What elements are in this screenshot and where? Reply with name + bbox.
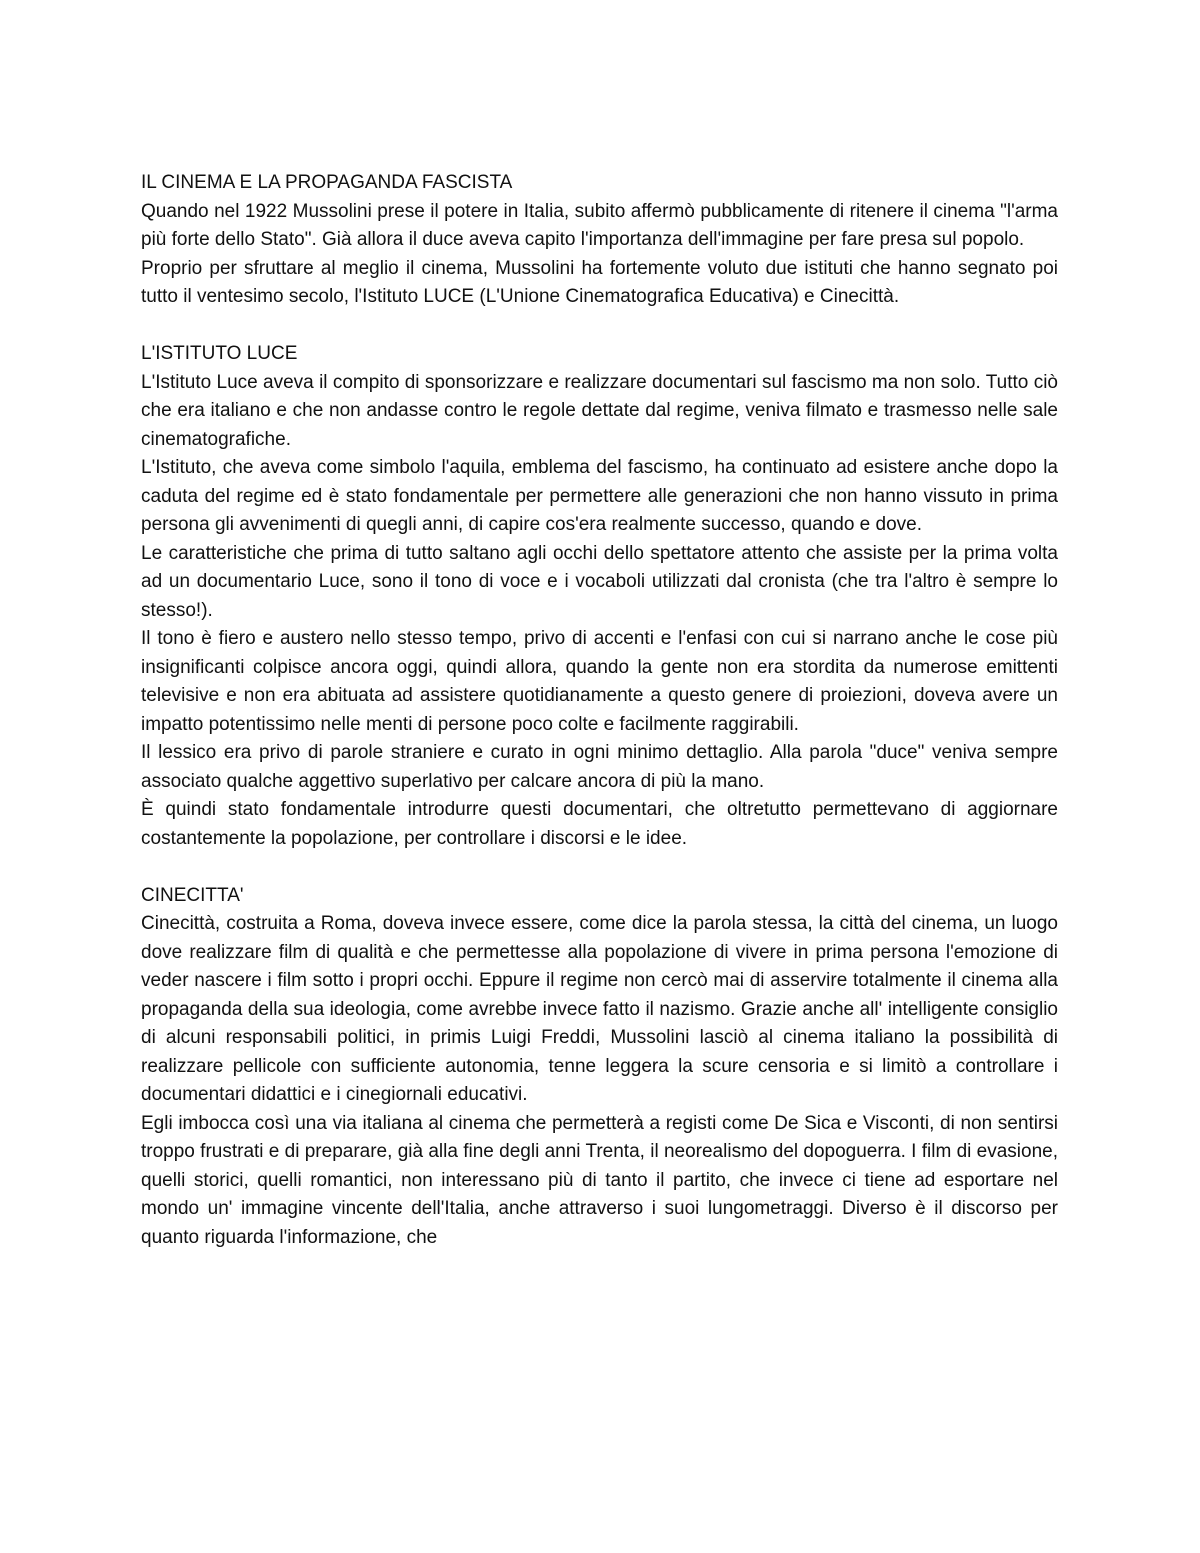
section-cinecitta xyxy=(141,882,1058,1253)
section-intro xyxy=(141,169,1058,312)
blank-line xyxy=(141,853,1058,882)
paragraph: È quindi stato fondamentale introdurre questi documentari, che oltretutto permettevano di aggiornare costantemente la popolazione, per controllare i discorsi e le idee. xyxy=(141,799,1058,849)
paragraph: Quando nel 1922 Mussolini prese il potere in Italia, subito affermò pubblicamente di ritenere il cinema "l'arma più forte dello Stato". Già allora il duce aveva capito l'importanza dell'immagine per fare presa sul popolo. xyxy=(141,200,1058,250)
paragraph: Le caratteristiche che prima di tutto saltano agli occhi dello spettatore attento che assiste per la prima volta ad un documentario Luce, sono il tono di voce e i vocaboli utilizzati dal cronista (che tra l'altro è sempre lo stesso!). xyxy=(141,542,1058,621)
section-title: CINECITTA' xyxy=(141,884,244,906)
document-page xyxy=(141,169,1058,1252)
paragraph: Egli imbocca così una via italiana al cinema che permetterà a registi come De Sica e Visconti, di non sentirsi troppo frustrati e di preparare, già alla fine degli anni Trenta, il neorealismo del dopoguerra. I film di evasione, quelli storici, quelli romantici, non interessano più di tanto il partito, che invece ci tiene ad esportare nel mondo un' immagine vincente dell'Italia, anche attraverso i suoi lungometraggi. Diverso è il discorso per quanto riguarda l'informazione, che xyxy=(141,1112,1058,1248)
blank-line xyxy=(141,312,1058,341)
paragraph: Il tono è fiero e austero nello stesso tempo, privo di accenti e l'enfasi con cui si narrano anche le cose più insignificanti colpisce ancora oggi, quindi allora, quando la gente non era stordita da numerose emittenti televisive e non era abituata ad assistere quotidianamente a questo genere di proiezioni, doveva avere un impatto potentissimo nelle menti di persone poco colte e facilmente raggirabili. xyxy=(141,628,1058,735)
paragraph: Proprio per sfruttare al meglio il cinema, Mussolini ha fortemente voluto due istituti che hanno segnato poi tutto il ventesimo secolo, l'Istituto LUCE (L'Unione Cinematografica Educativa) e Cinecittà. xyxy=(141,257,1058,307)
section-istituto-luce xyxy=(141,340,1058,853)
paragraph: L'Istituto Luce aveva il compito di sponsorizzare e realizzare documentari sul fascismo ma non solo. Tutto ciò che era italiano e che non andasse contro le regole dettate dal regime, veniva filmato e trasmesso nelle sale cinematografiche. xyxy=(141,371,1058,450)
paragraph: Il lessico era privo di parole straniere e curato in ogni minimo dettaglio. Alla parola "duce" veniva sempre associato qualche aggettivo superlativo per calcare ancora di più la mano. xyxy=(141,742,1058,792)
paragraph: L'Istituto, che aveva come simbolo l'aquila, emblema del fascismo, ha continuato ad esistere anche dopo la caduta del regime ed è stato fondamentale per permettere alle generazioni che non hanno vissuto in prima persona gli avvenimenti di quegli anni, di capire cos'era realmente successo, quando e dove. xyxy=(141,457,1058,535)
paragraph: Cinecittà, costruita a Roma, doveva invece essere, come dice la parola stessa, la città del cinema, un luogo dove realizzare film di qualità e che permettesse alla popolazione di vivere in prima persona l'emozione di veder nascere i film sotto i propri occhi. Eppure il regime non cercò mai di asservire totalmente il cinema alla propaganda della sua ideologia, come avrebbe invece fatto il nazismo. Grazie anche all' intelligente consiglio di alcuni responsabili politici, in primis Luigi Freddi, Mussolini lasciò al cinema italiano la possibilità di realizzare pellicole con sufficiente autonomia, tenne leggera la scure censoria e si limitò a controllare i documentari didattici e i cinegiornali educativi. xyxy=(141,913,1058,1105)
section-title: L'ISTITUTO LUCE xyxy=(141,343,298,364)
section-title: IL CINEMA E LA PROPAGANDA FASCISTA xyxy=(141,172,513,193)
